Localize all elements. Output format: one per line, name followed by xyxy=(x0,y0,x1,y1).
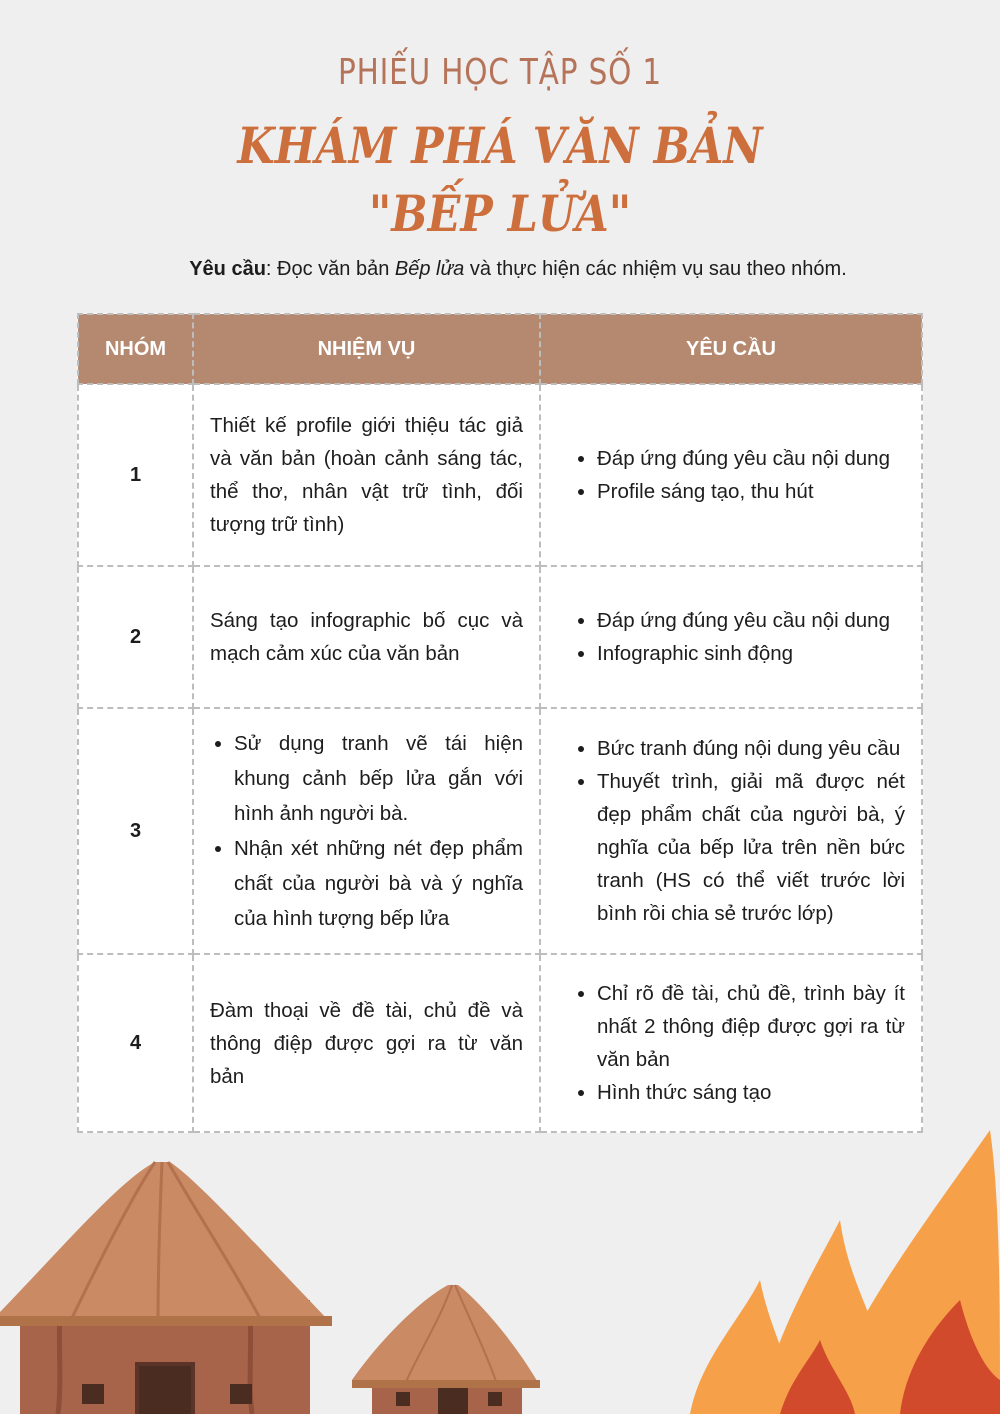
worksheet-subtitle: PHIẾU HỌC TẬP SỐ 1 xyxy=(337,52,663,93)
task-cell: Thiết kế profile giới thiệu tác giả và văn bản (hoàn cảnh sáng tác, thể thơ, nhân vật trữ tình, đối tượng trữ tình) xyxy=(193,384,540,566)
request-label: Yêu cầu xyxy=(189,258,266,280)
task-item: • Nhận xét những nét đẹp phẩm chất của người bà và ý nghĩa của hình tượng bếp lửa xyxy=(234,831,523,936)
worksheet-title-line2: "BẾP LỬA" xyxy=(368,184,632,243)
task-cell: Đàm thoại về đề tài, chủ đề và thông điệp được gợi ra từ văn bản xyxy=(193,954,540,1132)
group-number: 1 xyxy=(78,384,193,566)
group-number: 3 xyxy=(78,708,193,954)
request-text-before: : Đọc văn bản xyxy=(265,258,395,280)
requirement-item: • Đáp ứng đúng yêu cầu nội dung xyxy=(597,442,905,475)
requirement-item: • Profile sáng tạo, thu hút xyxy=(597,475,905,508)
header-requirements: YÊU CẦU xyxy=(540,314,922,384)
fire-icon xyxy=(690,1130,1000,1414)
thatched-hut-icon xyxy=(352,1285,540,1414)
thatched-hut-icon xyxy=(0,1162,332,1414)
requirement-item: • Thuyết trình, giải mã được nét đẹp phẩm chất của người bà, ý nghĩa của bếp lửa trên nền bức tranh (HS có thể viết trước lời bình rồi chia sẻ trước lớp) xyxy=(597,765,905,930)
request-text-after: và thực hiện các nhiệm vụ sau theo nhóm. xyxy=(464,258,847,280)
requirement-item: • Infographic sinh động xyxy=(597,637,905,670)
task-cell: Sáng tạo infographic bố cục và mạch cảm xúc của văn bản xyxy=(193,566,540,708)
task-item: • Sử dụng tranh vẽ tái hiện khung cảnh bếp lửa gắn với hình ảnh người bà. xyxy=(234,726,523,831)
requirement-item: • Bức tranh đúng nội dung yêu cầu xyxy=(597,732,905,765)
worksheet-title-line1: KHÁM PHÁ VĂN BẢN xyxy=(237,116,763,175)
header-group: NHÓM xyxy=(78,314,193,384)
requirement-item: • Đáp ứng đúng yêu cầu nội dung xyxy=(597,604,905,637)
group-number: 2 xyxy=(78,566,193,708)
requirement-item: • Hình thức sáng tạo xyxy=(597,1076,905,1109)
requirement-item: • Chỉ rõ đề tài, chủ đề, trình bày ít nhất 2 thông điệp được gợi ra từ văn bản xyxy=(597,977,905,1076)
request-work-title: Bếp lửa xyxy=(394,258,465,280)
group-number: 4 xyxy=(78,954,193,1132)
header-task: NHIỆM VỤ xyxy=(193,314,540,384)
